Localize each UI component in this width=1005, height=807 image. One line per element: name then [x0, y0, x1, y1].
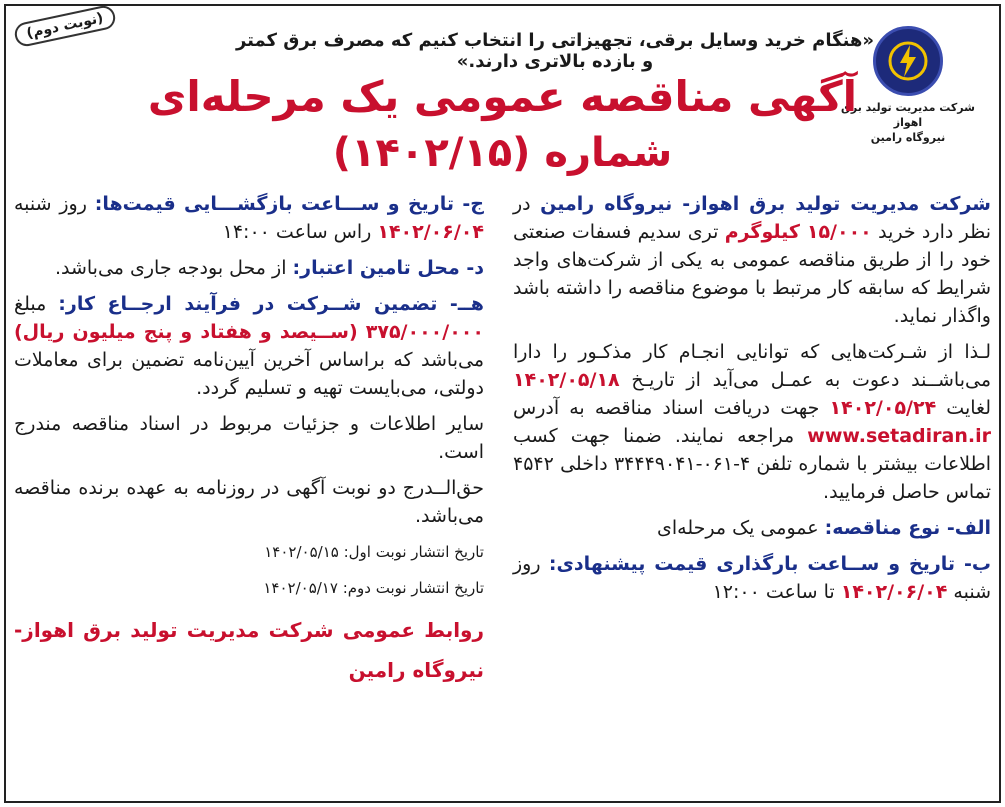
- bid-opening-time: ج- تاریخ و ســـاعت بازگشـــایی قیمت‌ها: روز شنبه ۱۴۰۲/۰۶/۰۴ راس ساعت ۱۴:۰۰: [14, 193, 484, 243]
- date-from: ۱۴۰۲/۰۵/۱۸: [513, 369, 620, 391]
- bid-upload-time: ب- تاریخ و ســاعت بارگذاری قیمت پیشنهادی: روز شنبه ۱۴۰۲/۰۶/۰۴ تا ساعت ۱۲:۰۰: [513, 553, 991, 603]
- bid-guarantee: هــ- تضمین شــرکت در فرآیند ارجــاع کار: مبلغ ۳۷۵/۰۰۰/۰۰۰ (ســیصد و هفتاد و پنج میلیون ریال) می‌باشد که براساس آخرین آیین‌نامه تضمین برای معاملات دولتی، می‌بایست تهیه و تسلیم گردد.: [14, 293, 484, 399]
- invitation-paragraph: لـذا از شـرکت‌هایی که توانایی انجـام کار مذکـور را دارا می‌باشــند دعوت به عمـل می‌آید از تاریـخ ۱۴۰۲/۰۵/۱۸ لغایت ۱۴۰۲/۰۵/۲۴ جهت دریافت اسناد مناقصه به آدرس www.setadiran.ir مراجعه نمایند. ضمنا جهت کسب اطلاعات بیشتر با شماره تلفن ۴-۰۶۱-۳۴۴۴۹۰۴۱ داخلی ۴۵۴۲ تماس حاصل فرمایید.: [513, 341, 991, 503]
- left-column: [14, 190, 484, 698]
- quantity: ۱۵/۰۰۰ کیلوگرم: [724, 221, 872, 243]
- tender-type: الف- نوع مناقصه: عمومی یک مرحله‌ای: [657, 517, 991, 539]
- company-name: شرکت مدیریت تولید برق اهواز- نیروگاه رامین: [540, 193, 991, 215]
- logo-company-name: شرکت مدیریت تولید برق اهواز: [841, 101, 975, 129]
- guarantee-amount: ۳۷۵/۰۰۰/۰۰۰ (ســیصد و هفتاد و پنج میلیون ریال): [14, 321, 484, 343]
- edition-badge: (نوبت دوم): [13, 4, 118, 49]
- ad-title: آگهی مناقصه عمومی یک مرحله‌ای: [147, 72, 858, 121]
- energy-quote: «هنگام خرید وسایل برقی، تجهیزاتی را انتخاب کنیم که مصرف برق کمتر و بازده بالاتری دارند.»: [235, 30, 875, 72]
- date-to: ۱۴۰۲/۰۵/۲۴: [829, 397, 937, 419]
- logo-plant-name: نیروگاه رامین: [870, 131, 946, 144]
- public-relations-signature: روابط عمومی شرکت مدیریت تولید برق اهواز- نیروگاه رامین: [14, 618, 484, 682]
- right-column: [513, 190, 991, 614]
- first-publish-date: تاریخ انتشار نوبت اول: ۱۴۰۲/۰۵/۱۵: [264, 543, 484, 561]
- other-info: سایر اطلاعات و جزئیات مربوط در اسناد مناقصه مندرج است.: [14, 413, 484, 463]
- ad-fee: حق‌الــدرج دو نوبت آگهی در روزنامه به عهده برنده مناقصه می‌باشد.: [14, 477, 484, 527]
- intro-paragraph: شرکت مدیریت تولید برق اهواز- نیروگاه رامین در نظر دارد خرید ۱۵/۰۰۰ کیلوگرم تری سدیم فسفات صنعتی خود را از طریق مناقصه عمومی به یکی از شرکت‌های واجد شرایط که سابقه کار مرتبط با موضوع مناقصه را داشته باشد واگذار نماید.: [513, 193, 991, 327]
- setadiran-link[interactable]: www.setadiran.ir: [807, 425, 991, 447]
- tender-number: شماره (۱۴۰۲/۱۵): [332, 130, 673, 176]
- second-publish-date: تاریخ انتشار نوبت دوم: ۱۴۰۲/۰۵/۱۷: [263, 579, 484, 597]
- funding-source: د- محل تامین اعتبار: از محل بودجه جاری می‌باشد.: [54, 257, 484, 279]
